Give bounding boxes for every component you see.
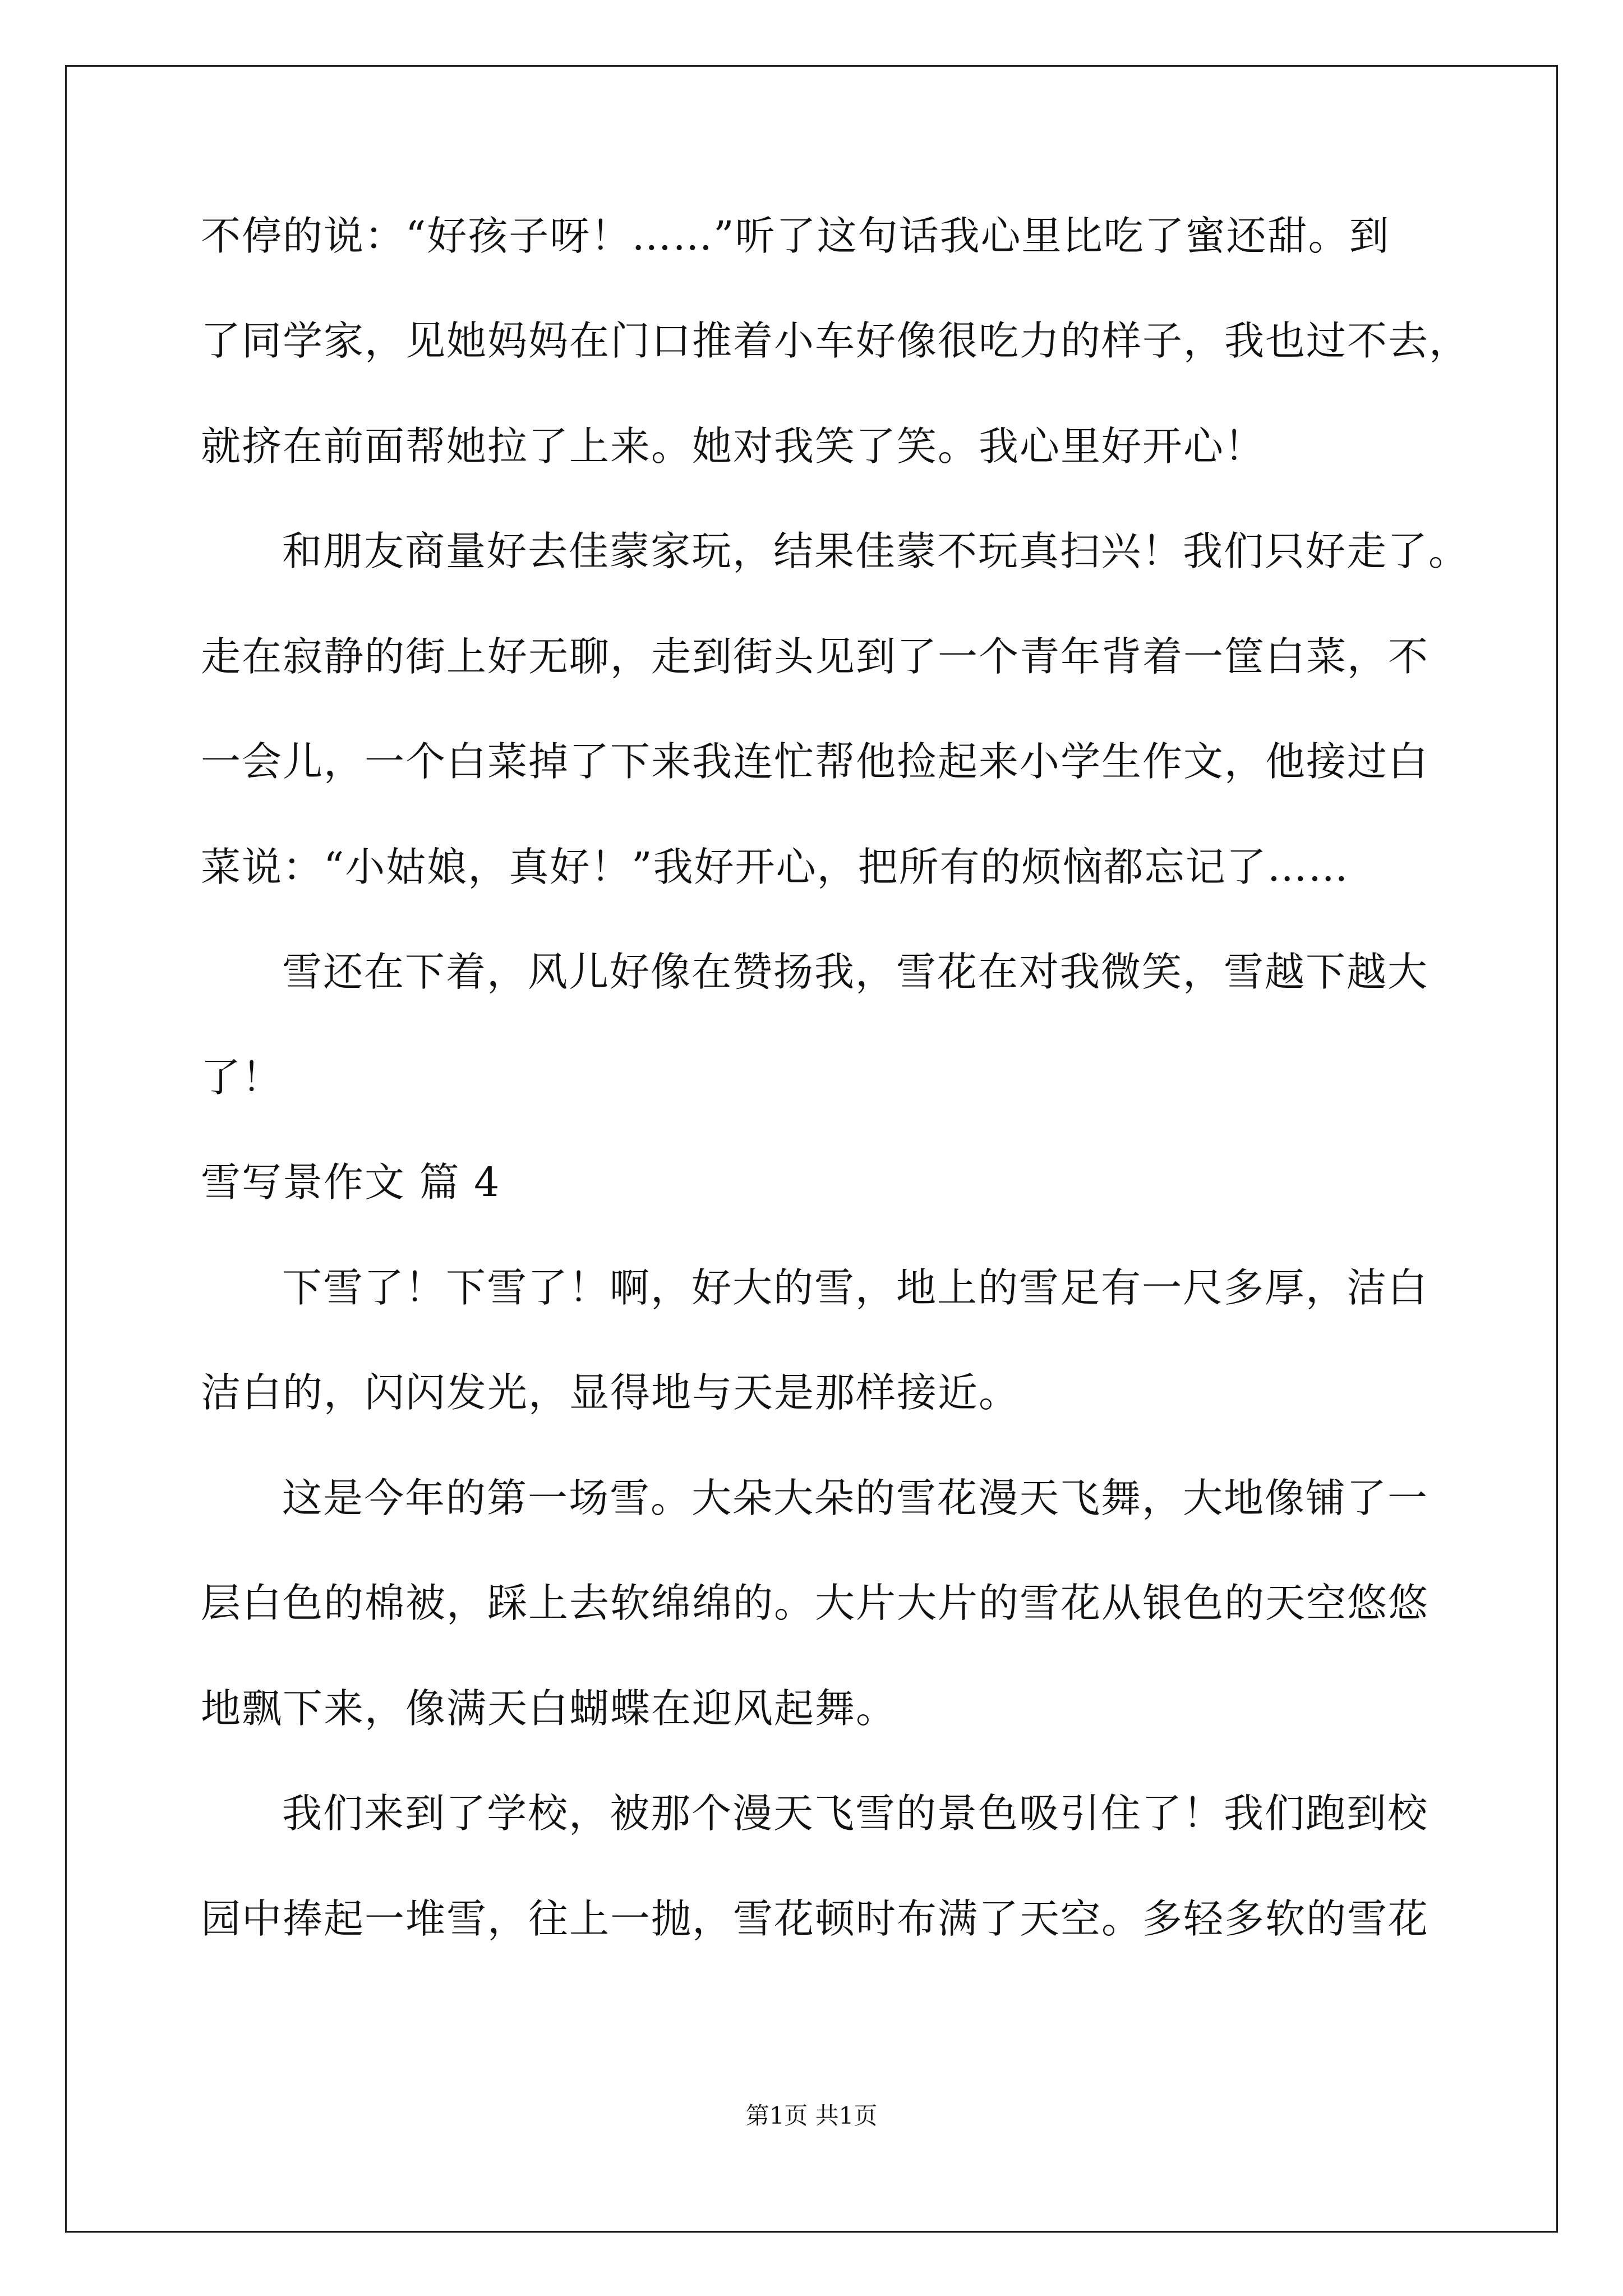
- paragraph-first-line: 这是今年的第一场雪。大朵大朵的雪花漫天飞舞，大地像铺了一: [282, 1475, 1429, 1521]
- text-line: 就挤在前面帮她拉了上来。她对我笑了笑。我心里好开心！: [201, 423, 1266, 470]
- text-line: 了同学家，见她妈妈在门口推着小车好像很吃力的样子，我也过不去，: [201, 318, 1470, 364]
- text-line: 菜说：“小姑娘，真好！”我好开心，把所有的烦恼都忘记了……: [201, 844, 1349, 890]
- paragraph-first-line: 雪还在下着，风儿好像在赞扬我，雪花在对我微笑，雪越下越大: [282, 949, 1429, 995]
- paragraph-first-line: 下雪了！下雪了！啊，好大的雪，地上的雪足有一尺多厚，洁白: [282, 1264, 1429, 1311]
- section-heading: 雪写景作文 篇 4: [201, 1159, 501, 1205]
- text-line: 走在寂静的街上好无聊，走到街头见到了一个青年背着一筐白菜，不: [201, 633, 1430, 680]
- text-line: 了！: [201, 1054, 283, 1101]
- text-line: 洁白的，闪闪发光，显得地与天是那样接近。: [201, 1369, 1020, 1416]
- page-footer: 第1页 共1页: [745, 2102, 878, 2129]
- paragraph-first-line: 我们来到了学校，被那个漫天飞雪的景色吸引住了！我们跑到校: [282, 1790, 1429, 1837]
- text-line: 不停的说：“好孩子呀！……”听了这句话我心里比吃了蜜还甜。到: [201, 213, 1390, 259]
- text-line: 地飘下来，像满天白蝴蝶在迎风起舞。: [201, 1685, 897, 1732]
- text-line: 层白色的棉被，踩上去软绵绵的。大片大片的雪花从银色的天空悠悠: [201, 1580, 1430, 1626]
- paragraph-first-line: 和朋友商量好去佳蒙家玩，结果佳蒙不玩真扫兴！我们只好走了。: [282, 528, 1470, 574]
- text-line: 一会儿，一个白菜掉了下来我连忙帮他捡起来小学生作文，他接过白: [201, 738, 1430, 785]
- text-line: 园中捧起一堆雪，往上一抛，雪花顿时布满了天空。多轻多软的雪花: [201, 1895, 1430, 1942]
